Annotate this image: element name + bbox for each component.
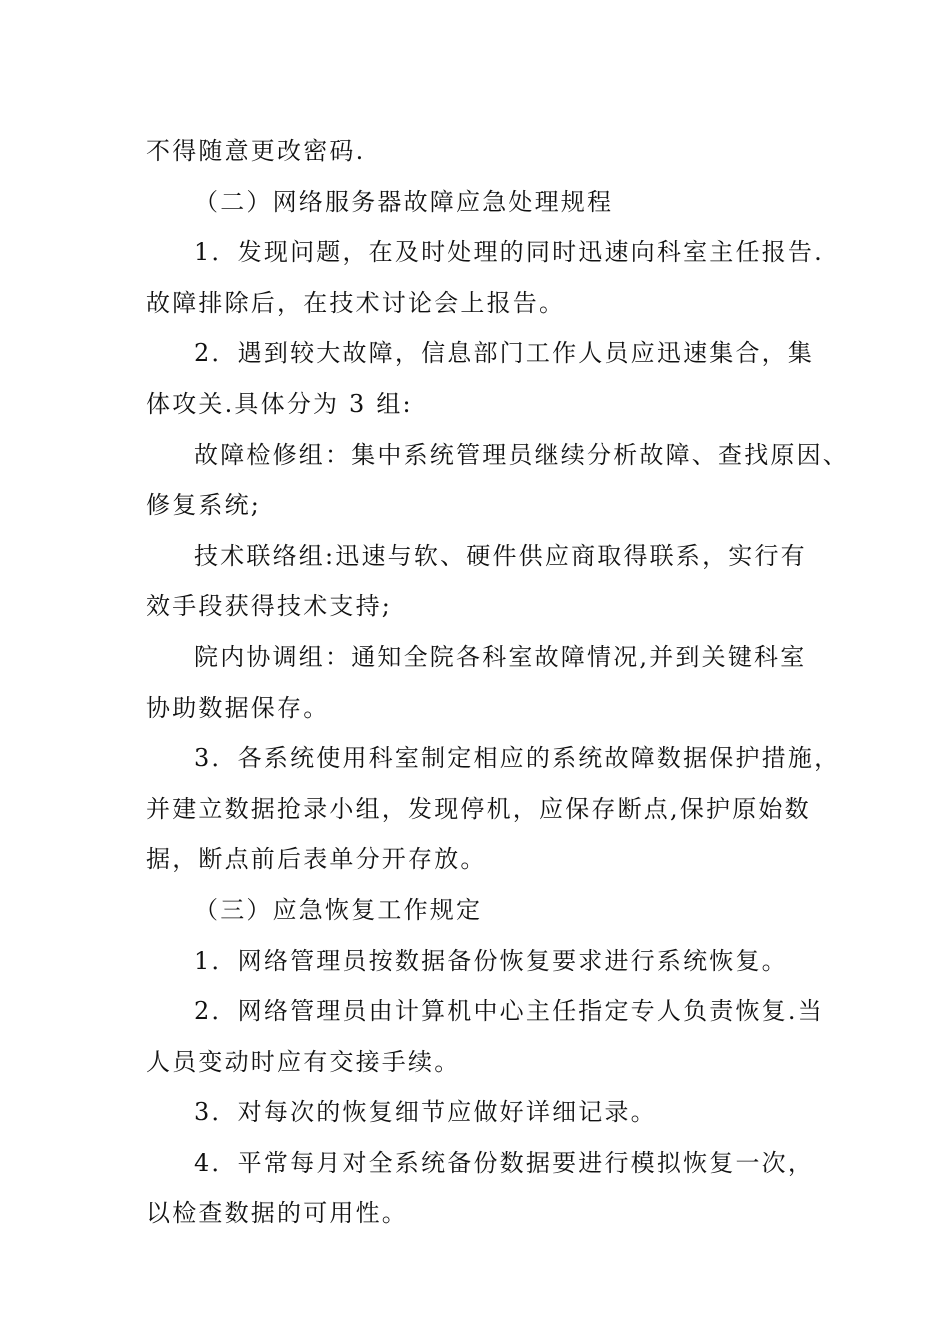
text-line: 修复系统; xyxy=(146,491,262,520)
text-line: 并建立数据抢录小组，发现停机，应保存断点,保护原始数 xyxy=(146,794,811,823)
text-line-tech-liaison-group: 技术联络组:迅速与软、硬件供应商取得联系，实行有 xyxy=(194,541,807,570)
section-heading-server-fault: （二）网络服务器故障应急处理规程 xyxy=(194,187,614,216)
document-body xyxy=(146,126,849,1239)
text-line: 人员变动时应有交接手续。 xyxy=(146,1047,461,1076)
text-line: 体攻关.具体分为 3 组: xyxy=(146,389,413,418)
text-line-continuation: 不得随意更改密码. xyxy=(146,137,366,165)
text-line-recovery-item-2: 2．网络管理员由计算机中心主任指定专人负责恢复.当 xyxy=(194,997,824,1026)
text-line: 故障排除后，在技术讨论会上报告。 xyxy=(146,288,566,317)
text-line-recovery-item-3: 3．对每次的恢复细节应做好详细记录。 xyxy=(194,1098,657,1127)
text-line-repair-group: 故障检修组：集中系统管理员继续分析故障、查找原因、 xyxy=(194,440,849,469)
text-line-recovery-item-4: 4．平常每月对全系统备份数据要进行模拟恢复一次， xyxy=(194,1148,815,1177)
text-line: 据，断点前后表单分开存放。 xyxy=(146,845,487,874)
text-line-item-1: 1．发现问题，在及时处理的同时迅速向科室主任报告. xyxy=(194,238,824,267)
text-line: 协助数据保存。 xyxy=(146,693,330,722)
text-line-item-2: 2．遇到较大故障，信息部门工作人员应迅速集合，集 xyxy=(194,339,815,368)
text-line-recovery-item-1: 1．网络管理员按数据备份恢复要求进行系统恢复。 xyxy=(194,946,788,975)
text-line-item-3: 3．各系统使用科室制定相应的系统故障数据保护措施， xyxy=(194,744,841,773)
text-line: 以检查数据的可用性。 xyxy=(146,1199,408,1228)
text-line-coordination-group: 院内协调组：通知全院各科室故障情况,并到关键科室 xyxy=(194,642,807,671)
section-heading-recovery: （三）应急恢复工作规定 xyxy=(194,895,483,924)
text-line: 效手段获得技术支持; xyxy=(146,592,393,621)
